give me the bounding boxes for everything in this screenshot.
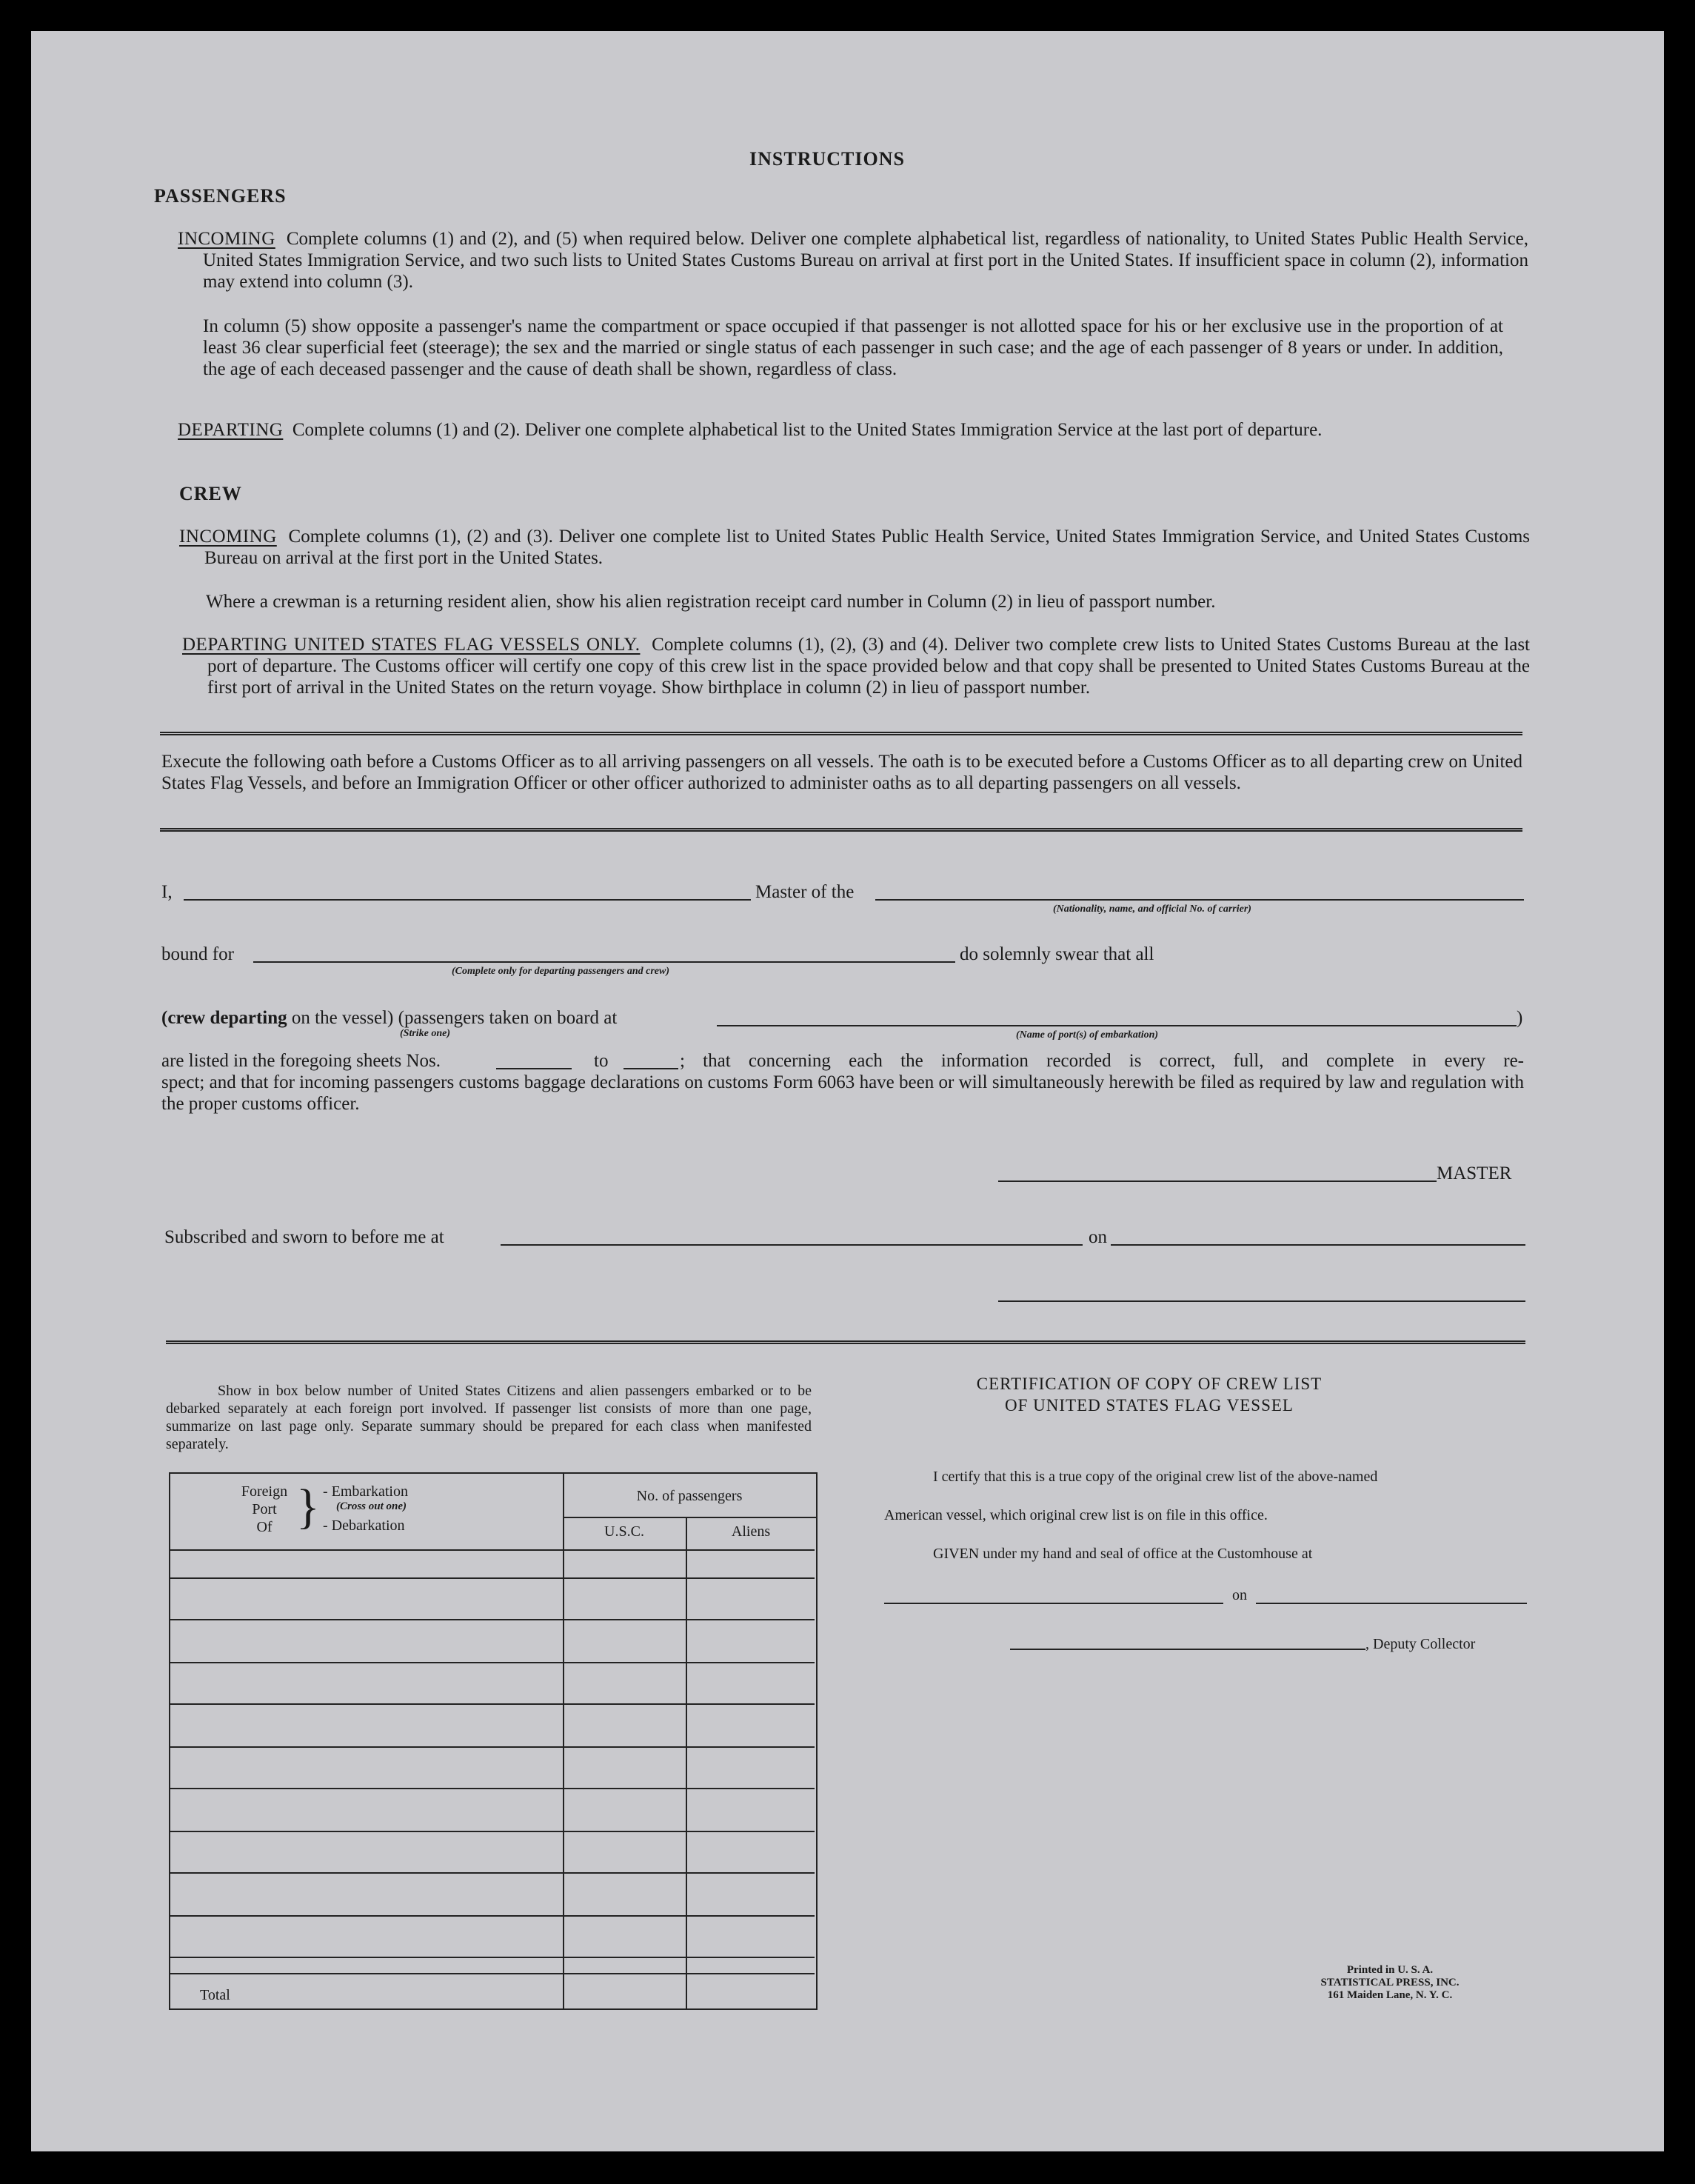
bound-caption: (Complete only for departing passengers and crew): [452, 966, 669, 977]
bound-for-line[interactable]: [253, 961, 955, 963]
usc-header: U.S.C.: [604, 1523, 644, 1540]
aliens-header: Aliens: [731, 1523, 771, 1540]
certification-title-line1: CERTIFICATION OF COPY OF CREW LIST: [976, 1375, 1323, 1393]
crew-passengers-row: [161, 1007, 617, 1029]
crew-departing-paragraph: [182, 634, 1530, 698]
table-row: [170, 1703, 815, 1705]
deputy-signature-line[interactable]: [1010, 1649, 1365, 1650]
table-row: [170, 1619, 815, 1620]
passengers-taken-option[interactable]: (passengers taken on board at: [398, 1008, 618, 1028]
printer-line3: 161 Maiden Lane, N. Y. C.: [1327, 1989, 1453, 2001]
divider: [166, 1340, 1525, 1344]
printer-imprint: [1290, 1964, 1490, 2002]
summary-instruction: Show in box below number of United States Citizens and alien passengers embarked or to be debarked separately at each foreign port involved. If passenger list consists of more than one page, summarize on last page only. Separate summary should be prepared for each class when manifested separately.: [166, 1383, 812, 1452]
table-row: [170, 1915, 815, 1917]
customhouse-line[interactable]: [884, 1603, 1223, 1604]
debarkation-option[interactable]: - Debarkation: [323, 1517, 405, 1534]
divider: [160, 732, 1522, 735]
to-label: to: [594, 1051, 609, 1071]
table-divider: [563, 1472, 564, 2008]
table-row: [170, 1957, 815, 1958]
sheet-to-line[interactable]: [623, 1068, 678, 1069]
oath-i-label: I,: [161, 882, 173, 902]
cross-out-caption: (Cross out one): [336, 1500, 407, 1512]
swear-label: do solemnly swear that all: [960, 944, 1154, 964]
passengers-incoming-label: INCOMING: [178, 229, 275, 249]
on-the-vessel-label: on the vessel): [291, 1008, 394, 1028]
listed-in-label: are listed in the foregoing sheets Nos.: [161, 1051, 441, 1071]
certification-title: [942, 1373, 1357, 1416]
close-paren: ): [1517, 1008, 1523, 1028]
table-row: [170, 1662, 815, 1663]
officer-signature-line[interactable]: [998, 1300, 1525, 1302]
printer-line2: STATISTICAL PRESS, INC.: [1320, 1977, 1460, 1988]
passengers-incoming-text: Complete columns (1) and (2), and (5) when required below. Deliver one complete alphabetical list, regardless of nationality, to United States Public Health Service, United States Immigration Service, and two such lists to United States Customs Bureau on arrival at first port in the United States. If insufficient space in column (2), information may extend into column (3).: [203, 229, 1529, 292]
crew-incoming-paragraph: [179, 526, 1530, 569]
passengers-departing-paragraph: [178, 419, 1528, 441]
sworn-place-line[interactable]: [501, 1244, 1083, 1246]
form-page: [31, 31, 1664, 2151]
table-row: [170, 1577, 815, 1579]
bound-for-label: bound for: [161, 944, 234, 964]
table-row: [170, 1788, 815, 1789]
on-label: on: [1089, 1227, 1107, 1247]
crew-heading: CREW: [179, 483, 242, 504]
concerning-text: ; that concerning each the information recorded is correct, full, and complete in every re-: [680, 1051, 1524, 1071]
ports-caption: (Name of port(s) of embarkation): [1016, 1029, 1159, 1041]
passengers-incoming-paragraph: [178, 228, 1528, 293]
total-label: Total: [200, 1987, 230, 2003]
master-of-label: Master of the: [755, 882, 855, 902]
sworn-date-line[interactable]: [1111, 1244, 1525, 1246]
no-of-passengers-header: No. of passengers: [636, 1488, 743, 1504]
passengers-departing-label: DEPARTING: [178, 420, 284, 440]
summary-table: [169, 1472, 818, 2010]
crew-incoming-text: Complete columns (1), (2) and (3). Deliver one complete list to United States Public Health Service, United States Immigration Service, and United States Customs Bureau on arrival at the first port in the United States.: [204, 527, 1531, 568]
printer-line1: Printed in U. S. A.: [1346, 1964, 1434, 1976]
table-row: [170, 1549, 815, 1551]
oath-rest-text: spect; and that for incoming passengers customs baggage declarations on customs Form 6063 have been or will simultaneously herewith be filed as required by law and regulation with the proper customs officer.: [161, 1072, 1524, 1114]
table-row: [170, 1973, 815, 1974]
brace-icon: }: [296, 1480, 320, 1534]
sheet-from-line[interactable]: [496, 1068, 572, 1069]
passengers-departing-text: Complete columns (1) and (2). Deliver one complete alphabetical list to the United States Immigration Service at the last port of departure.: [292, 420, 1323, 440]
divider: [160, 828, 1522, 832]
master-label: MASTER: [1437, 1163, 1512, 1183]
certification-title-line2: OF UNITED STATES FLAG VESSEL: [1005, 1396, 1294, 1415]
column5-paragraph: In column (5) show opposite a passenger's name the compartment or space occupied if that passenger is not allotted space for his or her exclusive use in the proportion of at least 36 clear superficial feet (steerage); the sex and the married or single status of each passenger in such case; and the age of each passenger of 8 years or under. In addition, the age of each deceased passenger and the cause of death shall be shown, regardless of class.: [203, 316, 1503, 379]
cert-date-line[interactable]: [1256, 1603, 1527, 1604]
embarkation-ports-line[interactable]: [717, 1025, 1517, 1026]
page-title: INSTRUCTIONS: [749, 148, 905, 170]
carrier-caption: (Nationality, name, and official No. of carrier): [1053, 904, 1251, 915]
crew-departing-option[interactable]: (crew departing: [161, 1008, 287, 1028]
strike-caption: (Strike one): [400, 1028, 451, 1039]
table-divider: [563, 1517, 816, 1518]
master-signature-line[interactable]: [998, 1181, 1437, 1182]
table-row: [170, 1872, 815, 1874]
crew-departing-label: DEPARTING UNITED STATES FLAG VESSELS ONLY.: [182, 635, 641, 655]
deputy-collector-label: , Deputy Collector: [1365, 1636, 1476, 1652]
certify-line1: I certify that this is a true copy of the original crew list of the above-named: [933, 1469, 1378, 1485]
subscribed-label: Subscribed and sworn to before me at: [164, 1227, 444, 1247]
carrier-line[interactable]: [875, 899, 1524, 901]
embarkation-option[interactable]: - Embarkation: [323, 1483, 408, 1500]
cert-on-label: on: [1232, 1587, 1247, 1603]
crew-resident-paragraph: Where a crewman is a returning resident alien, show his alien registration receipt card number in Column (2) in lieu of passport number.: [206, 592, 1216, 612]
given-text: GIVEN under my hand and seal of office at the Customhouse at: [933, 1546, 1313, 1562]
oath-instruction: Execute the following oath before a Customs Officer as to all arriving passengers on all vessels. The oath is to be executed before a Customs Officer as to all departing crew on United States Flag Vessels, and before an Immigration Officer or other officer authorized to administer oaths as to all departing passengers on all vessels.: [161, 752, 1522, 793]
crew-incoming-label: INCOMING: [179, 527, 277, 547]
passengers-heading: PASSENGERS: [154, 185, 287, 207]
table-row: [170, 1746, 815, 1748]
table-row: [170, 1831, 815, 1832]
master-name-line[interactable]: [184, 899, 751, 901]
crew-departing-text: Complete columns (1), (2), (3) and (4). Deliver two complete crew lists to United States Customs Bureau at the last port of departure. The Customs officer will certify one copy of this crew list in the space provided below and that copy shall be presented to United States Customs Bureau at the first port of arrival in the United States on the return voyage. Show birthplace in column (2) in lieu of passport number.: [207, 635, 1530, 698]
table-divider: [686, 1517, 687, 2008]
foreign-port-label: Foreign Port Of: [241, 1483, 288, 1535]
certify-line2: American vessel, which original crew list is on file in this office.: [884, 1507, 1268, 1523]
